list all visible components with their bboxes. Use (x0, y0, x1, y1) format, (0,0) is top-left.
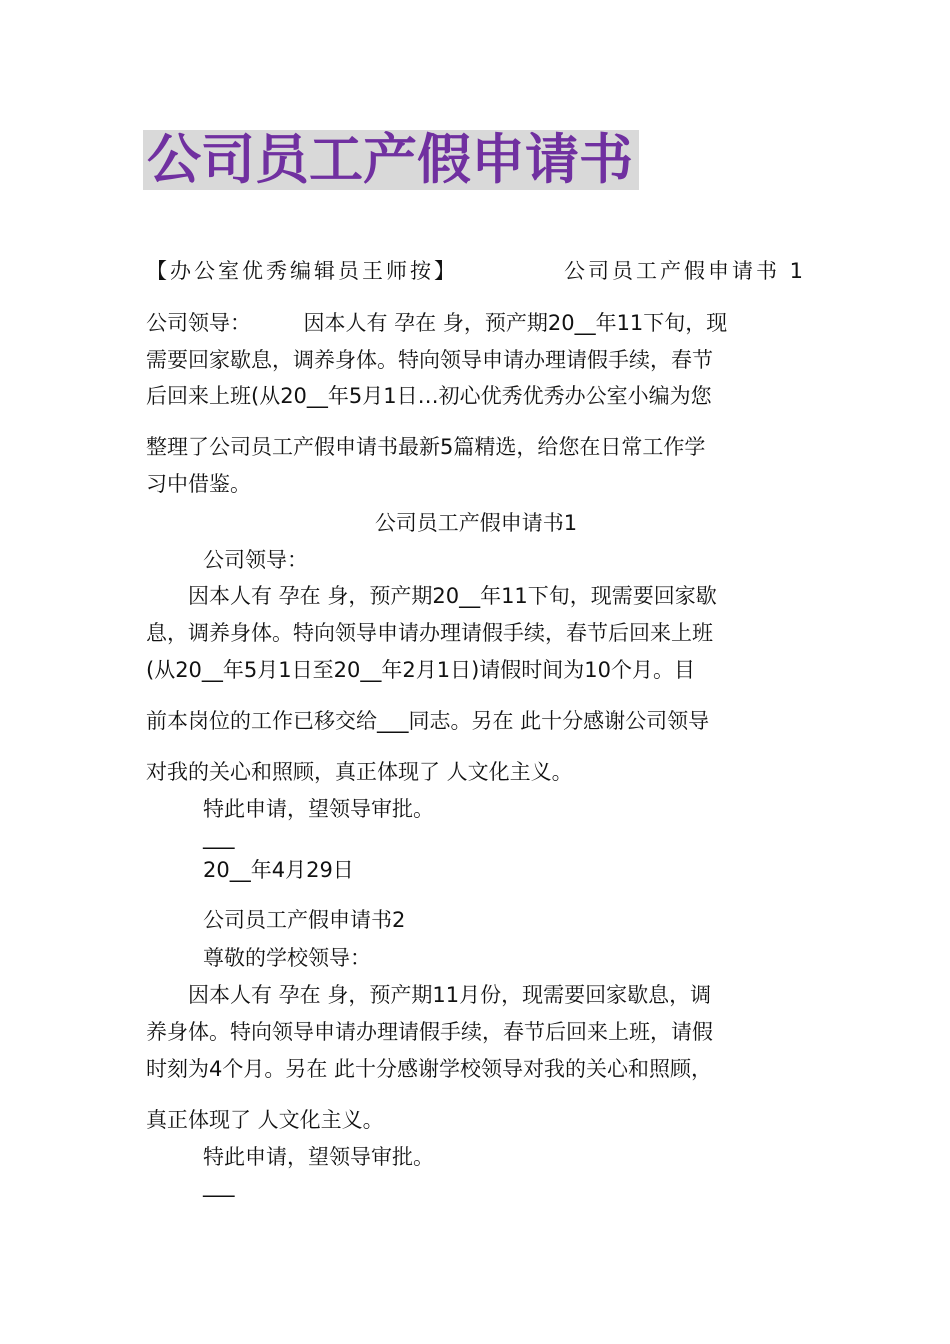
letter2-signature: ___ (203, 1173, 235, 1197)
intro-line: 需要回家歇息，调养身体。特向领导申请办理请假手续，春节 (146, 348, 713, 372)
intro-heading-ref: 公司员工产假申请书 1 (563, 259, 806, 283)
document-title: 公司员工产假申请书 (147, 128, 633, 191)
letter2-body-line: 因本人有 孕在 身，预产期11月份，现需要回家歇息，调 (146, 983, 712, 1007)
intro-source: 【办公室优秀编辑员王师按】 (146, 259, 458, 283)
letter2-salutation: 尊敬的学校领导： (203, 946, 371, 970)
letter1-body-line: 息，调养身体。特向领导申请办理请假手续，春节后回来上班 (146, 621, 713, 645)
letter1-date: 20__年4月29日 (203, 858, 354, 882)
letter2-closing: 特此申请，望领导审批。 (203, 1145, 434, 1169)
letter1-heading: 公司员工产假申请书1 (374, 511, 578, 535)
letter1-body-line: 前本岗位的工作已移交给___同志。另在 此十分感谢公司领导 (146, 709, 710, 733)
letter1-signature: ___ (203, 825, 235, 849)
letter1-body-line: 对我的关心和照顾，真正体现了 人文化主义。 (146, 760, 573, 784)
letter1-salutation: 公司领导： (203, 548, 308, 572)
letter2-heading: 公司员工产假申请书2 (203, 908, 406, 932)
intro-source-row (146, 256, 806, 286)
letter2-body-line: 时刻为4个月。另在 此十分感谢学校领导对我的关心和照顾， (146, 1057, 713, 1081)
letter1-body-line: 因本人有 孕在 身，预产期20__年11下旬，现需要回家歇 (146, 584, 717, 608)
intro-line: 公司领导： 因本人有 孕在 身，预产期20__年11下旬，现 (146, 311, 728, 335)
intro-line: 整理了公司员工产假申请书最新5篇精选，给您在日常工作学 (146, 435, 706, 459)
letter2-body-line: 真正体现了 人文化主义。 (146, 1108, 384, 1132)
letter1-body-line: (从20__年5月1日至20__年2月1日)请假时间为10个月。目 (146, 658, 695, 682)
letter2-body-line: 养身体。特向领导申请办理请假手续，春节后回来上班，请假 (146, 1020, 713, 1044)
intro-line: 习中借鉴。 (146, 472, 251, 496)
intro-line: 后回来上班(从20__年5月1日…初心优秀优秀办公室小编为您 (146, 384, 712, 408)
letter1-closing: 特此申请，望领导审批。 (203, 797, 434, 821)
document-title-highlight (143, 130, 639, 190)
